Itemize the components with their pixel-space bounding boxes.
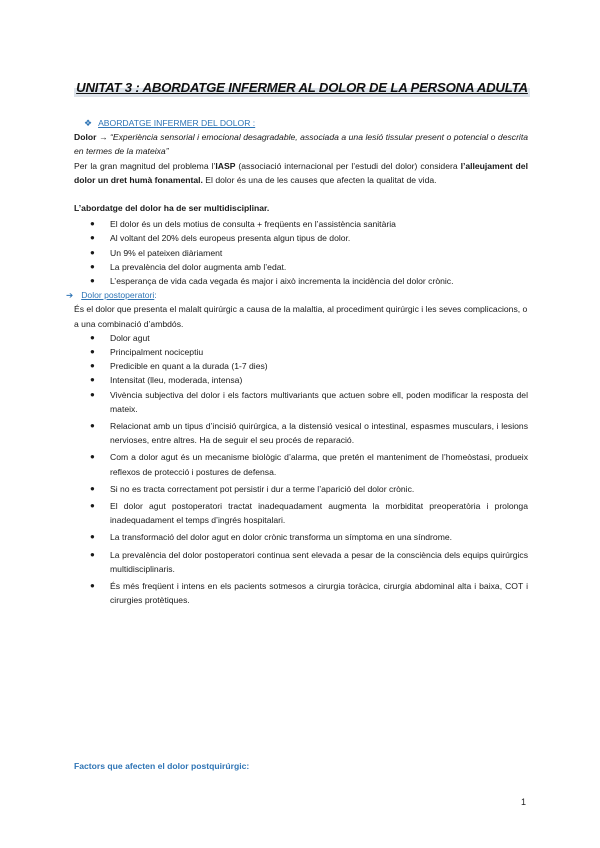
list-item: ● Principalment nociceptiu bbox=[74, 345, 528, 359]
diamond-bullet-icon: ❖ bbox=[84, 118, 93, 128]
list-item: ● L’esperança de vida cada vegada és major i això incrementa la incidència del dolor crònic. bbox=[74, 274, 475, 288]
bullet-list-1 bbox=[74, 217, 528, 288]
bullet-dot-icon: ● bbox=[90, 501, 95, 511]
page-number: 1 bbox=[521, 797, 527, 807]
bullet-dot-icon: ● bbox=[90, 452, 95, 462]
multidisciplinary-heading: L’abordatge del dolor ha de ser multidisciplinar. bbox=[74, 203, 270, 214]
bullet-dot-icon: ● bbox=[90, 219, 95, 229]
list-item: ● Intensitat (lleu, moderada, intensa) bbox=[74, 373, 528, 387]
bullet-dot-icon: ● bbox=[90, 549, 95, 559]
bullet-dot-icon: ● bbox=[90, 347, 95, 357]
postop-intro: És el dolor que presenta el malalt quirúrgic a causa de la malaltia, al procediment quirúrgic i les seves complicacions, o a una combinació d’ambdós. bbox=[74, 304, 528, 329]
list-item: ● Dolor agut bbox=[74, 331, 528, 345]
list-item: ● Predicible en quant a la durada (1-7 dies) bbox=[74, 359, 528, 373]
page-title: UNITAT 3 : ABORDATGE INFERMER AL DOLOR DE LA PERSONA ADULTA bbox=[76, 80, 528, 95]
right-arrow-icon: → bbox=[98, 132, 108, 143]
bullet-dot-icon: ● bbox=[90, 375, 95, 385]
list-item: ● La transformació del dolor agut en dolor crònic transforma un símptoma en una síndrome. bbox=[74, 530, 528, 544]
list-item: ● Relacionat amb un tipus d’incisió quirúrgica, a la distensió vesical o intestinal, espasmes musculars, i lesions nervioses, entre altres. Ha de seguir el seu procés de reparació. bbox=[90, 421, 528, 446]
definition-text: “Experiència sensorial i emocional desagradable, associada a una lesió tissular present o potencial o descrita en termes de la mateixa” bbox=[74, 132, 529, 157]
intro-paragraph: Per la gran magnitud del problema l’IASP (associació internacional per l’estudi del dolor) considera l’alleujament del dolor un dret humà fonamental. El dolor és una de les causes que afecten la qualitat de vida. bbox=[74, 160, 528, 185]
list-item: ● El dolor agut postoperatori tractat inadequadament augmenta la morbiditat preoperatòria i prolonga inadequadament el temps d’ingrés hospitalari. bbox=[90, 501, 528, 526]
list-item: ● Al voltant del 20% dels europeus presenta algun tipus de dolor. bbox=[74, 231, 516, 245]
section-heading-abordatge: ❖ ABORDATGE INFERMER DEL DOLOR : bbox=[84, 116, 528, 130]
list-item: ● La prevalència del dolor augmenta amb l’edat. bbox=[74, 260, 516, 274]
definition-paragraph bbox=[74, 130, 528, 158]
list-item: ● Si no es tracta correctament pot persistir i dur a terme l’aparició del dolor crònic. bbox=[74, 482, 528, 496]
bullet-dot-icon: ● bbox=[90, 532, 95, 542]
bullet-list-2 bbox=[74, 331, 528, 608]
bullet-dot-icon: ● bbox=[90, 261, 95, 271]
list-item: ● És més freqüent i intens en els pacients sotmesos a cirurgia toràcica, cirurgia abdominal alta i baixa, COT i cirurgies protètiques. bbox=[90, 581, 528, 606]
title-block bbox=[74, 79, 530, 97]
bullet-dot-icon: ● bbox=[90, 581, 95, 591]
bullet-dot-icon: ● bbox=[90, 233, 95, 243]
section-heading-postoperatori: ➔ Dolor postoperatori: bbox=[66, 290, 157, 301]
bullet-dot-icon: ● bbox=[90, 332, 95, 342]
bullet-dot-icon: ● bbox=[90, 421, 95, 431]
list-item: ● Un 9% el pateixen diàriament bbox=[74, 246, 516, 260]
list-item: ● Vivència subjectiva del dolor i els factors multivariants que actuen sobre ell, poden modificar la resposta del mateix. bbox=[90, 389, 528, 414]
definition-term: Dolor bbox=[74, 132, 97, 143]
factors-heading: Factors que afecten el dolor postquirúrgic: bbox=[74, 761, 250, 771]
main-content bbox=[66, 116, 529, 608]
bullet-dot-icon: ● bbox=[90, 247, 95, 257]
bullet-dot-icon: ● bbox=[90, 276, 95, 286]
right-arrow-icon: ➔ bbox=[66, 290, 74, 301]
list-item: ● Com a dolor agut és un mecanisme biològic d’alarma, que pretén el manteniment de l’homeòstasi, produeix reflexos de protecció i postures de defensa. bbox=[90, 452, 528, 477]
list-item: ● El dolor és un dels motius de consulta + freqüents en l’assistència sanitària bbox=[74, 217, 516, 231]
bullet-dot-icon: ● bbox=[90, 361, 95, 371]
bullet-dot-icon: ● bbox=[90, 389, 95, 399]
bullet-dot-icon: ● bbox=[90, 483, 95, 493]
list-item: ● La prevalència del dolor postoperatori continua sent elevada a pesar de la consciència dels equips quirúrgics multidisciplinaris. bbox=[90, 549, 528, 574]
